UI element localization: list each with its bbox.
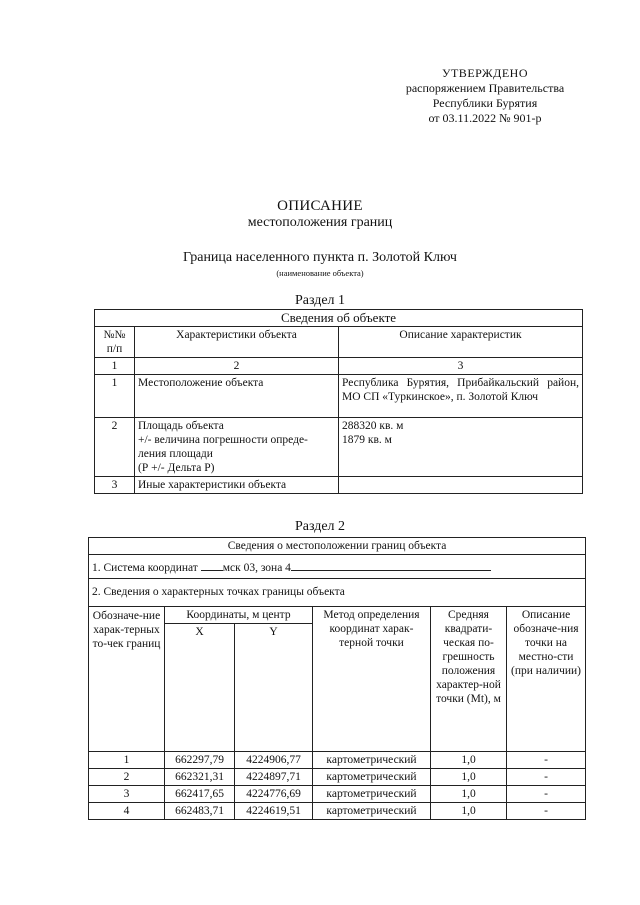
approval-stamp	[380, 66, 590, 126]
approval-line-2: распоряжением Правительства	[405, 81, 565, 95]
header-x: X	[165, 624, 235, 752]
document-title: ОПИСАНИЕ	[277, 198, 363, 214]
header-method: Метод определения координат харак-терной точки	[313, 607, 431, 752]
col-number: 1	[95, 358, 135, 375]
point-y: 4224906,77	[235, 752, 313, 769]
point-method: картометрический	[313, 769, 431, 786]
coordinate-system	[89, 555, 586, 579]
boundary-table-title: Сведения о местоположении границ объекта	[89, 538, 586, 555]
document-subtitle: местоположения границ	[247, 215, 393, 230]
point-method: картометрический	[313, 786, 431, 803]
point-x: 662417,65	[165, 786, 235, 803]
point-desc: -	[507, 786, 586, 803]
row-num: 2	[95, 418, 135, 477]
col-number: 3	[339, 358, 583, 375]
header-coordinates: Координаты, м центр	[165, 607, 313, 624]
point-mt: 1,0	[431, 786, 507, 803]
object-name-note: (наименование объекта)	[276, 268, 364, 278]
points-heading: 2. Сведения о характерных точках границы объекта	[89, 579, 586, 607]
point-desc: -	[507, 803, 586, 820]
table-row	[95, 477, 583, 494]
header-accuracy: Средняя квадрати-ческая по-грешность положения характер-ной точки (Мt), м	[431, 607, 507, 752]
approval-line-3: Республики Бурятия	[432, 96, 538, 110]
point-desc: -	[507, 752, 586, 769]
char-line: (Р +/- Дельта Р)	[138, 462, 215, 474]
row-description	[339, 418, 583, 477]
header-description: Описание характеристик	[339, 327, 583, 358]
table-row	[89, 752, 586, 769]
header-num: №№ п/п	[95, 327, 135, 358]
desc-line: 1879 кв. м	[342, 434, 392, 446]
point-x: 662483,71	[165, 803, 235, 820]
point-id: 4	[89, 803, 165, 820]
underline	[201, 559, 223, 571]
row-description: Республика Бурятия, Прибайкальский район, МО СП «Туркинское», п. Золотой Ключ	[339, 375, 583, 418]
point-id: 1	[89, 752, 165, 769]
point-id: 3	[89, 786, 165, 803]
object-info-table-title: Сведения об объекте	[95, 310, 583, 327]
approval-line-4: от 03.11.2022 № 901-р	[428, 111, 542, 125]
coordinate-system-label: 1. Система координат	[92, 562, 198, 574]
section-2-title: Раздел 2	[294, 519, 346, 534]
table-row	[95, 375, 583, 418]
point-mt: 1,0	[431, 803, 507, 820]
point-y: 4224619,51	[235, 803, 313, 820]
point-y: 4224897,71	[235, 769, 313, 786]
point-mt: 1,0	[431, 769, 507, 786]
section-1-title: Раздел 1	[294, 293, 346, 308]
underline	[291, 559, 491, 571]
point-x: 662321,31	[165, 769, 235, 786]
table-row	[89, 786, 586, 803]
char-line: +/- величина погрешности опреде-	[138, 434, 308, 446]
desc-line: 288320 кв. м	[342, 420, 404, 432]
char-line: Площадь объекта	[138, 420, 224, 432]
object-info-table	[94, 309, 583, 494]
row-characteristic: Местоположение объекта	[135, 375, 339, 418]
boundary-points-table	[88, 537, 586, 820]
point-id: 2	[89, 769, 165, 786]
table-row	[89, 803, 586, 820]
row-num: 3	[95, 477, 135, 494]
table-row	[89, 769, 586, 786]
point-x: 662297,79	[165, 752, 235, 769]
char-line: ления площади	[138, 448, 213, 460]
point-desc: -	[507, 769, 586, 786]
header-point-description: Описание обозначе-ния точки на местно-сти (при наличии)	[507, 607, 586, 752]
table-row	[95, 418, 583, 477]
approval-line-1: УТВЕРЖДЕНО	[441, 66, 528, 80]
row-characteristic	[135, 418, 339, 477]
point-method: картометрический	[313, 803, 431, 820]
header-y: Y	[235, 624, 313, 752]
object-name: Граница населенного пункта п. Золотой Ключ	[183, 250, 457, 265]
point-method: картометрический	[313, 752, 431, 769]
col-number: 2	[135, 358, 339, 375]
row-characteristic: Иные характеристики объекта	[135, 477, 339, 494]
point-mt: 1,0	[431, 752, 507, 769]
row-description	[339, 477, 583, 494]
header-characteristics: Характеристики объекта	[135, 327, 339, 358]
point-y: 4224776,69	[235, 786, 313, 803]
coordinate-system-value: мск 03, зона 4	[222, 562, 291, 574]
header-designation: Обозначе-ние харак-терных то-чек границ	[89, 607, 165, 752]
row-num: 1	[95, 375, 135, 418]
